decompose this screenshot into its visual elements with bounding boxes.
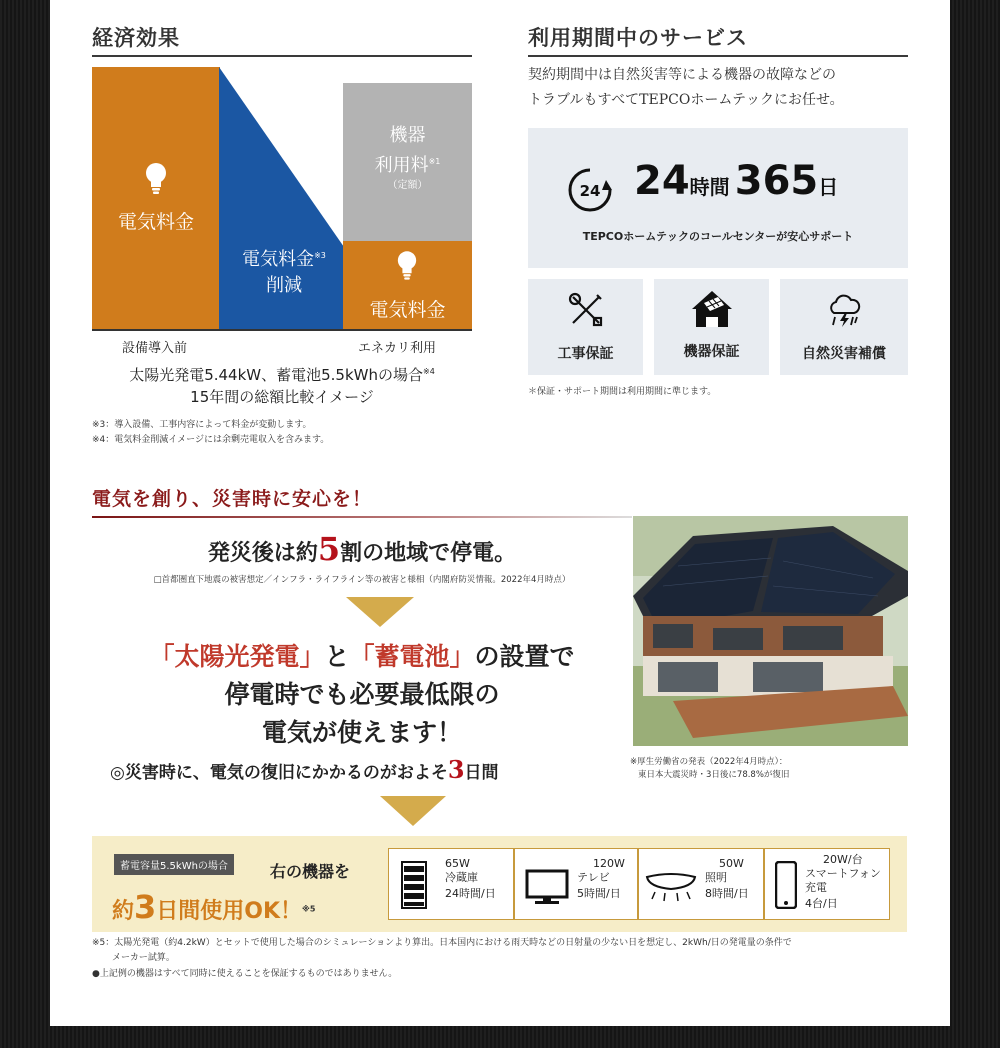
bar-reduction-label [222,243,346,299]
three-days-ok [112,888,315,926]
phone-name: スマートフォン [805,867,881,880]
tile-construction-warranty [528,279,643,375]
phone-name2: 充電 [805,881,827,894]
caption-sup: ※4 [423,367,435,376]
tile-equipment-warranty [654,279,769,375]
phone-watt: 20W/台 [823,853,863,866]
hours-num: 24 [634,158,690,204]
light-watt: 50W [719,857,744,870]
main-line1-post: の設置で [474,642,575,671]
solar-house-photo [633,516,908,746]
x-label-after: エネカリ利用 [358,341,437,356]
x-label-before: 設備導入前 [122,341,188,356]
disaster-section-rule [92,516,632,518]
headline-pre: 発災後は約 [207,540,318,566]
restore-post: 日間 [464,763,499,783]
restore-pre: ◎災害時に、電気の復旧にかかるのがおよそ [110,763,448,783]
ok-num: 3 [134,888,157,926]
bar-before-label: 電気料金 [117,211,194,233]
tv-watt: 120W [593,857,625,870]
ok-pre: 約 [112,899,135,924]
services-rule [528,55,908,57]
device-fridge [388,848,514,920]
disaster-section-title: 電気を創り、災害時に安心を！ [92,488,373,510]
content-panel [50,0,950,1026]
down-arrow-icon [380,796,446,826]
main-line3: 電気が使えます！ [261,718,462,747]
cost-comparison-chart [92,67,472,330]
blackout-headline [92,530,632,568]
device-tv [514,848,638,920]
light-time: 8時間/日 [705,887,749,900]
light-name: 照明 [705,871,727,884]
services-desc-line2: トラブルもすべてTEPCOホームテックにお任せ。 [528,92,844,108]
tools-icon [567,291,605,329]
device-smartphone [764,848,890,920]
days-num: 365 [734,158,819,204]
reduction-sup: ※3 [314,251,326,260]
right-devices-text: 右の機器を [270,862,351,881]
main-message [92,638,632,752]
caption-line2: 15年間の総額比較イメージ [190,388,374,406]
chart-caption [92,361,472,408]
fridge-name: 冷蔵庫 [445,871,478,884]
tv-name: テレビ [577,871,610,884]
tv-icon [525,869,569,907]
bar-before-electricity [92,67,220,330]
equipment-fee-line1: 機器 [389,125,426,146]
restoration-text [110,755,499,784]
reduction-label-line2: 削減 [266,275,302,296]
ok-post: 日間使用OK！ [156,899,303,924]
ok-sup: ※5 [302,904,316,914]
services-note: ＊保証・サポート期間は利用期間に準じます。 [528,387,717,397]
economic-effect-title: 経済効果 [92,25,180,50]
tile-label-disaster: 自然災害補償 [802,346,886,362]
headline-post: 割の地域で停電。 [340,540,517,566]
equipment-fee-fixed: （定額） [387,180,428,191]
note-3: ※3：導入設備、工事内容によって料金が変動します。 [92,420,312,430]
mhlw-line1: ※厚生労働省の発表（2022年4月時点）： [630,757,788,767]
ceiling-light-icon [645,873,697,903]
solar-house-icon [690,289,734,329]
support-text: TEPCOホームテックのコールセンターが安心サポート [582,230,854,243]
fridge-time: 24時間/日 [445,887,496,900]
hours-unit: 時間 [689,175,730,199]
note5-line2: メーカー試算。 [112,953,175,963]
tile-label-construction: 工事保証 [557,346,614,362]
note-6: ●上記例の機器はすべて同時に使えることを保証するものではありません。 [92,969,398,979]
down-arrow-icon [346,597,414,627]
main-to: と [324,642,350,671]
lightbulb-icon [144,161,168,195]
headline-num: 5 [317,530,341,568]
days-unit: 日 [818,175,839,199]
usage-band [92,836,907,932]
cabinet-office-source: □首都圏直下地震の被害想定／インフラ・ライフライン等の被害と様相（内閣府防災情報。2022年4月時点） [153,575,571,585]
smartphone-icon [775,861,797,909]
tile-label-equipment: 機器保証 [683,344,740,360]
bar-after-label: 電気料金 [369,299,446,321]
clock-24-icon [566,166,614,214]
economic-effect-rule [92,55,472,57]
hours-365-headline [634,158,838,204]
chart-baseline [92,329,472,331]
capacity-badge: 蓄電容量5.5kWhの場合 [114,854,234,875]
support-box [528,128,908,268]
phone-time: 4台/日 [805,897,838,910]
note-4: ※4：電気料金削減イメージには余剰売電収入を含みます。 [92,435,330,445]
tv-time: 5時間/日 [577,887,621,900]
services-title: 利用期間中のサービス [528,25,748,50]
clock-number: 24 [579,182,601,200]
services-description [528,63,844,113]
equipment-fee-sup: ※1 [428,157,441,166]
storm-cloud-icon [825,291,863,329]
equipment-fee-label [343,123,472,193]
fridge-icon [401,861,427,909]
main-line2: 停電時でも必要最低限の [224,680,500,709]
device-light [638,848,764,920]
fridge-watt: 65W [445,857,470,870]
mhlw-source [630,756,789,782]
equipment-fee-line2: 利用料 [374,155,429,176]
services-desc-line1: 契約期間中は自然災害等による機器の故障などの [528,67,836,83]
mhlw-line2: 東日本大震災時・3日後に78.8%が復旧 [638,770,790,780]
main-solar: 「太陽光発電」 [149,642,325,671]
lightbulb-icon [396,249,418,281]
main-battery: 「蓄電池」 [349,642,475,671]
note5-line1: ※5：太陽光発電（約4.2kW）とセットで使用した場合のシミュレーションより算出。日本国内における雨天時などの日射量の少ない日を想定し、2kWh/日の発電量の条件で [92,938,792,948]
reduction-label-line1: 電気料金 [242,249,315,270]
caption-line1: 太陽光発電5.44kW、蓄電池5.5kWhの場合 [129,366,423,384]
restore-num: 3 [447,755,465,784]
tile-natural-disaster [780,279,908,375]
note-5 [92,936,922,966]
